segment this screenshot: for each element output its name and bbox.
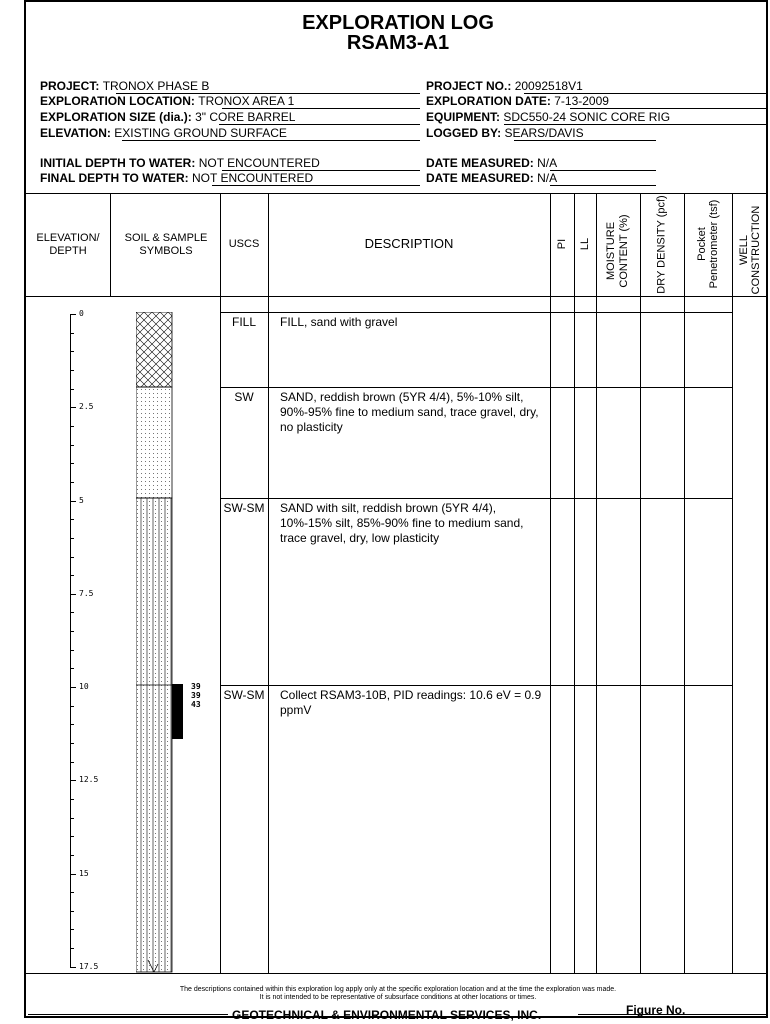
row-line-2 [220,498,732,499]
depth-tick [70,594,76,595]
depth-scale-axis [70,314,71,968]
depth-tick [70,519,74,520]
depth-label: 15 [79,868,89,878]
layer-1-uscs: FILL [231,315,256,329]
header-soil-symbols: SOIL & SAMPLE SYMBOLS [124,232,208,257]
date-underline [570,108,768,109]
col-divider-uscs [268,193,269,973]
header-uscs: USCS [228,238,260,250]
row-line-3 [220,685,732,686]
depth-tick [70,948,74,949]
col-divider-desc [550,193,551,973]
layer-1-description: FILL, sand with gravel [280,315,398,329]
col-divider-ll [596,193,597,973]
exploration-log-sheet [24,0,768,1022]
layer-4-description: Collect RSAM3-10B, PID readings: 10.6 eV = 0.9 ppmV [280,688,542,717]
depth-tick [70,706,74,707]
sw-sm-layer-symbol [136,498,172,972]
exploration-location-field: EXPLORATION LOCATION: TRONOX AREA 1 [40,94,295,108]
depth-label: 5 [79,495,84,505]
depth-tick [70,650,74,651]
depth-tick [70,351,74,352]
header-elevation-depth: ELEVATION/ DEPTH [36,232,100,257]
location-underline [222,108,420,109]
log-title: EXPLORATION LOG [302,12,494,34]
elevation-underline [122,140,420,141]
col-divider-density [684,193,685,973]
depth-tick [70,874,76,875]
project-no-field: PROJECT NO.: 20092518V1 [426,79,583,93]
layer-2-uscs: SW [234,390,254,404]
depth-label: 10 [79,682,89,691]
depth-tick [70,333,74,334]
depth-tick [70,631,74,632]
depth-label: 17.5 [79,961,99,971]
col-divider-pocket [732,193,733,973]
header-description: DESCRIPTION [364,236,454,251]
sample-blow-count-2: 39 [191,691,201,700]
depth-tick [70,407,76,408]
logged-by-underline [514,140,656,141]
depth-tick [70,370,74,371]
depth-tick [70,314,76,315]
depth-tick [70,799,74,800]
depth-tick [70,463,74,464]
depth-label: 7.5 [79,588,94,598]
date-measured-2-underline [550,185,656,186]
depth-tick [70,557,74,558]
depth-tick [70,687,76,688]
figure-number-label: Figure No. [626,1003,686,1017]
size-underline [219,124,420,125]
soil-column [136,312,176,976]
footer-rule-left [28,1014,228,1015]
depth-tick [70,836,74,837]
boring-id: RSAM3-A1 [346,32,450,54]
row-line-1 [220,387,732,388]
sample-interval-bar [172,684,183,739]
header-pi: PI [556,238,568,250]
col-divider-pi [574,193,575,973]
initial-depth-field: INITIAL DEPTH TO WATER: NOT ENCOUNTERED [40,156,320,170]
depth-label: 2.5 [79,402,94,412]
depth-tick [70,501,76,502]
header-moisture: MOISTURE CONTENT (%) [605,214,630,288]
depth-tick [70,780,76,781]
depth-label: 12.5 [79,775,99,785]
depth-tick [70,668,74,669]
logged-by-field: LOGGED BY: SEARS/DAVIS [426,126,584,140]
depth-tick [70,892,74,893]
final-depth-underline [212,185,420,186]
depth-tick [70,612,74,613]
depth-label: 0 [79,309,84,318]
header-dry-density: DRY DENSITY (pcf) [655,195,668,294]
depth-tick [70,575,74,576]
date-measured-1-field: DATE MEASURED: N/A [426,156,558,170]
elevation-field: ELEVATION: EXISTING GROUND SURFACE [40,126,287,140]
header-ll: LL [579,237,591,251]
depth-tick [70,929,74,930]
header-well-construction: WELL CONSTRUCTION [738,205,762,295]
depth-tick [70,426,74,427]
depth-tick [70,538,74,539]
depth-tick [70,855,74,856]
depth-tick [70,911,74,912]
depth-tick [70,445,74,446]
disclaimer-line-2: It is not intended to be representative of subsurface conditions at other locations or times. [259,994,537,1001]
sample-blow-count-1: 39 [191,682,201,691]
layer-3-uscs: SW-SM [223,501,265,515]
depth-tick [70,762,74,763]
date-measured-1-underline [550,170,656,171]
sw-layer-symbol [136,387,172,498]
layer-4-uscs: SW-SM [223,688,265,702]
depth-tick [70,743,74,744]
company-name: GEOTECHNICAL & ENVIRONMENTAL SERVICES, INC. [232,1008,542,1022]
disclaimer-line-1: The descriptions contained within this exploration log apply only at the specific exploration location and at the time the exploration was made. [179,986,617,993]
fill-layer-symbol [136,312,172,387]
sample-blow-count-3: 43 [191,700,201,709]
exploration-date-field: EXPLORATION DATE: 7-13-2009 [426,94,609,108]
project-field: PROJECT: TRONOX PHASE B [40,79,210,93]
equipment-field: EQUIPMENT: SDC550-24 SONIC CORE RIG [426,110,671,124]
exploration-size-field: EXPLORATION SIZE (dia.): 3" CORE BARREL [40,110,296,124]
final-depth-field: FINAL DEPTH TO WATER: NOT ENCOUNTERED [40,171,314,185]
col-divider-symbols [220,193,221,973]
col-divider-depth [110,193,111,296]
depth-tick [70,818,74,819]
layer-3-description: SAND with silt, reddish brown (5YR 4/4), 10%-15% silt, 85%-90% fine to medium sand, trace gravel, dry, low plasticity [280,501,524,545]
depth-tick [70,724,74,725]
equipment-underline [504,124,768,125]
layer-2-description: SAND, reddish brown (5YR 4/4), 5%-10% silt, 90%-95% fine to medium sand, trace gravel, dry, no plasticity [280,390,539,434]
header-pocket-penetrometer: Pocket Penetrometer (tsf) [696,199,720,289]
date-measured-2-field: DATE MEASURED: N/A [426,171,558,185]
header-bottom-line [26,296,768,297]
depth-tick [70,967,76,968]
row-line-0 [220,312,732,313]
depth-tick [70,482,74,483]
depth-tick [70,389,74,390]
col-divider-moisture [640,193,641,973]
